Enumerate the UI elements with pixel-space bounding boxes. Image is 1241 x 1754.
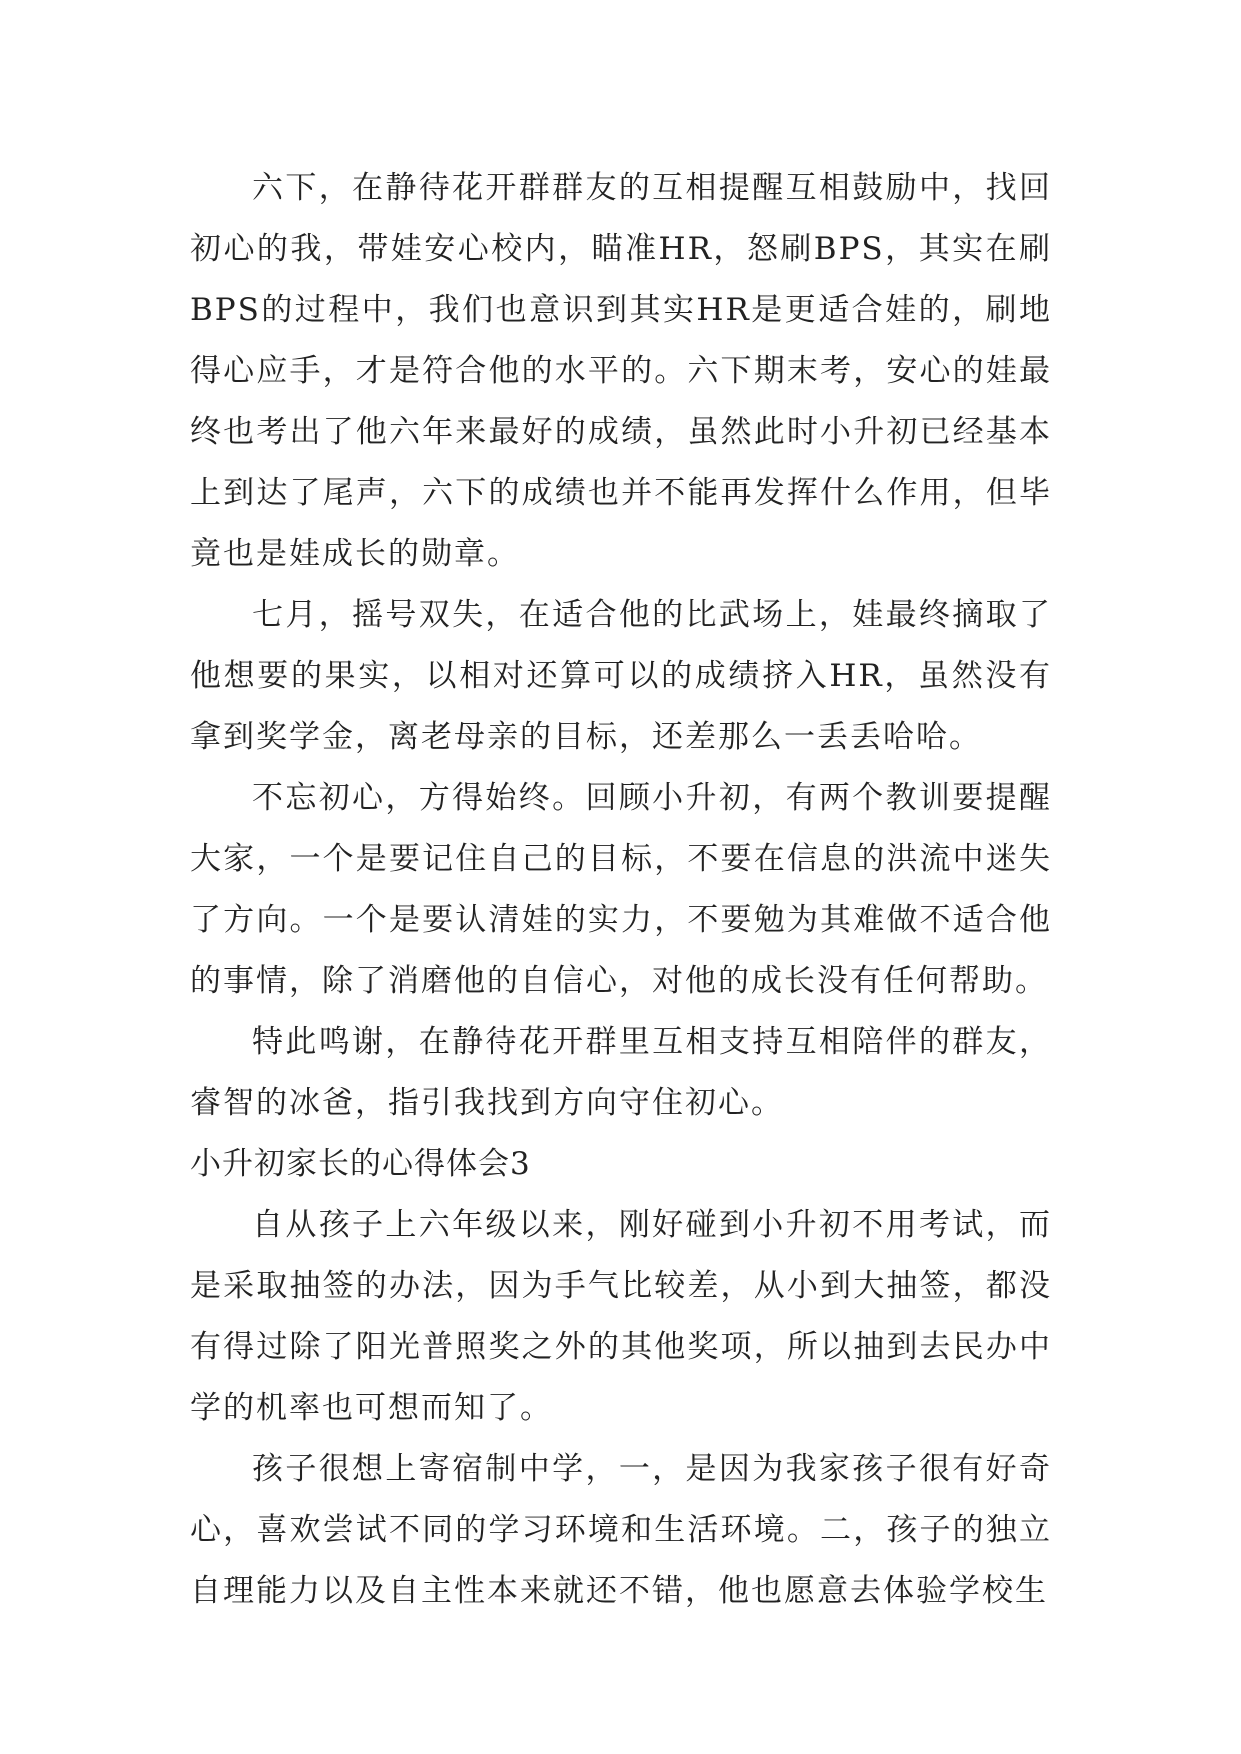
paragraph: 自从孩子上六年级以来，刚好碰到小升初不用考试，而是采取抽签的办法，因为手气比较差，从小到大抽签，都没有得过除了阳光普照奖之外的其他奖项，所以抽到去民办中学的机率也可想而知了。 (190, 1207, 1052, 1426)
paragraph: 七月，摇号双失，在适合他的比武场上，娃最终摘取了他想要的果实，以相对还算可以的成绩挤入HR，虽然没有拿到奖学金，离老母亲的目标，还差那么一丢丢哈哈。 (190, 597, 1052, 755)
paragraph: 不忘初心，方得始终。回顾小升初，有两个教训要提醒大家，一个是要记住自己的目标，不要在信息的洪流中迷失了方向。一个是要认清娃的实力，不要勉为其难做不适合他的事情，除了消磨他的自信心，对他的成长没有任何帮助。 (190, 780, 1052, 999)
paragraph: 特此鸣谢，在静待花开群里互相支持互相陪伴的群友，睿智的冰爸，指引我找到方向守住初心。 (190, 1024, 1052, 1121)
paragraph: 六下，在静待花开群群友的互相提醒互相鼓励中，找回初心的我，带娃安心校内，瞄准HR，怒刷BPS，其实在刷BPS的过程中，我们也意识到其实HR是更适合娃的，刷地得心应手，才是符合他的水平的。六下期末考，安心的娃最终也考出了他六年来最好的成绩，虽然此时小升初已经基本上到达了尾声，六下的成绩也并不能再发挥什么作用，但毕竟也是娃成长的勋章。 (190, 170, 1052, 572)
document-body (190, 158, 1052, 1622)
section-heading: 小升初家长的心得体会3 (190, 1146, 531, 1182)
paragraph: 孩子很想上寄宿制中学，一，是因为我家孩子很有好奇心，喜欢尝试不同的学习环境和生活环境。二，孩子的独立自理能力以及自主性本来就还不错，他也愿意去体验学校生 (190, 1451, 1052, 1609)
